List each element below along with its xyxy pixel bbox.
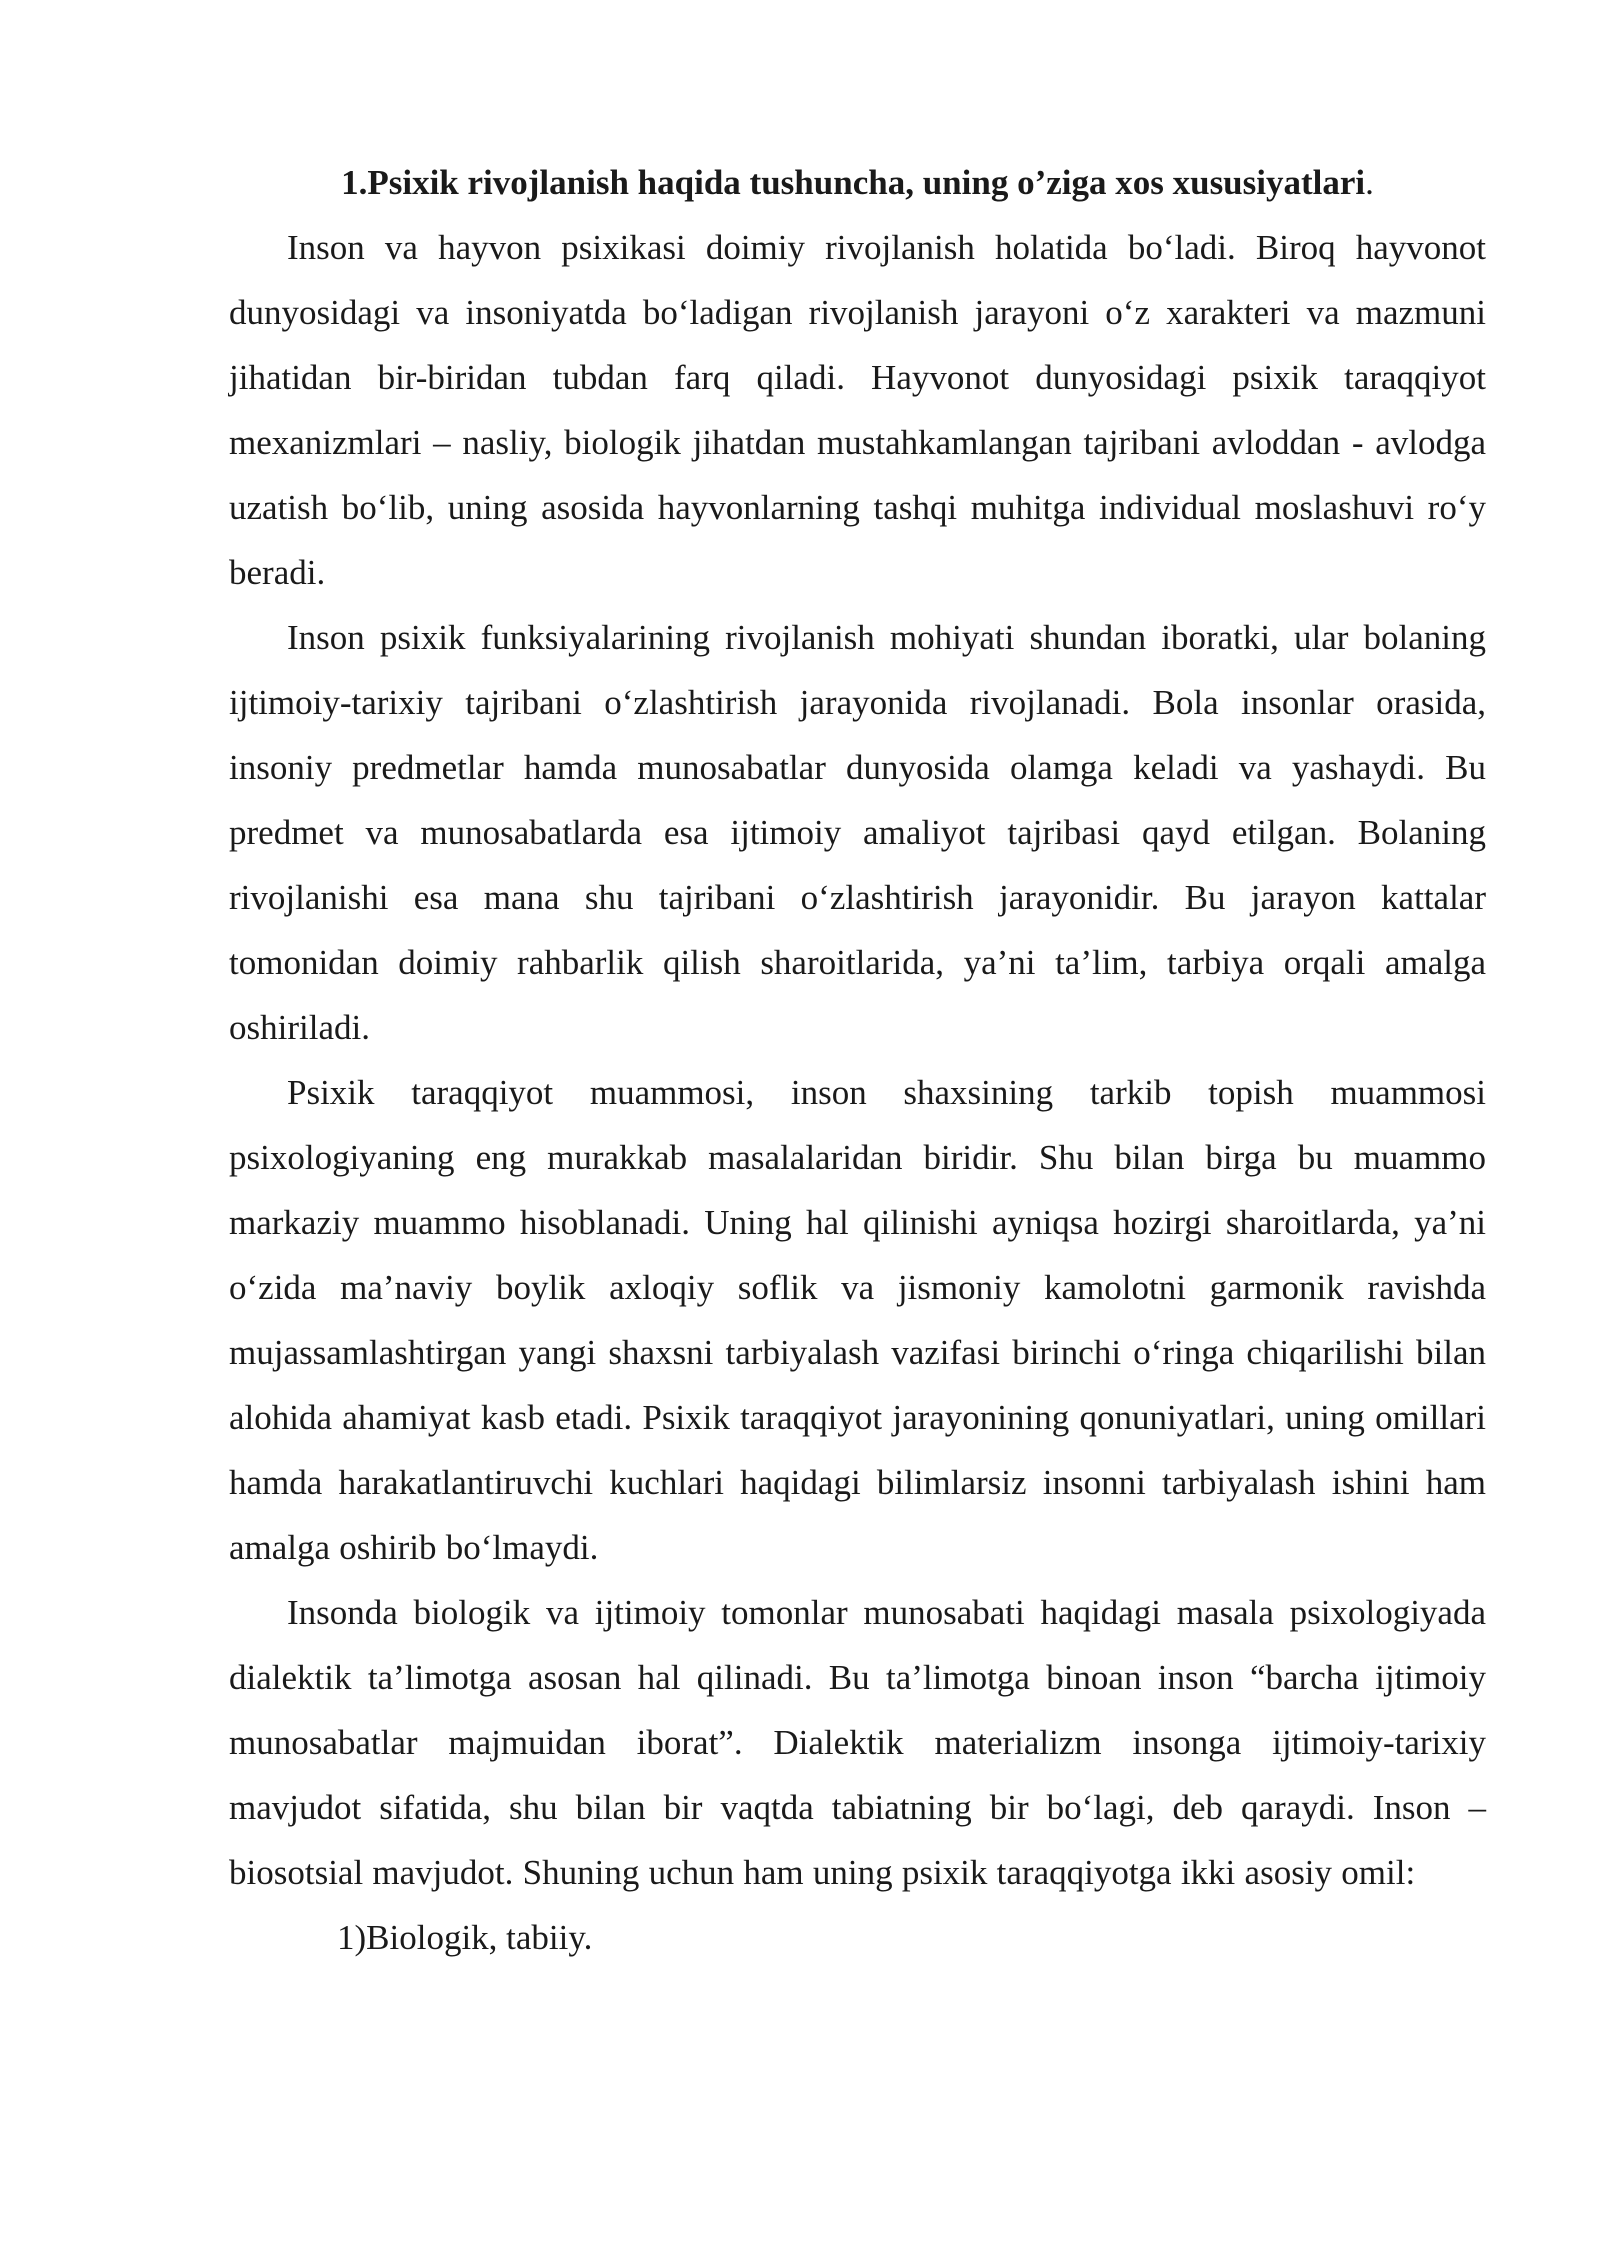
paragraph-4: Insonda biologik va ijtimoiy tomonlar munosabati haqidagi masala psixologiyada dialektik ta’limotga asosan hal qilinadi. Bu ta’limotga binoan inson “barcha ijtimoiy munosabatlar majmuidan iborat”. Dialektik materializm insonga ijtimoiy-tarixiy mavjudot sifatida, shu bilan bir vaqtda tabiatning bir bo‘lagi, deb qaraydi. Inson – biosotsial mavjudot. Shuning uchun ham uning psixik taraqqiyotga ikki asosiy omil: [229,1593,1486,1892]
section-heading-text: 1.Psixik rivojlanish haqida tushuncha, uning o’ziga xos xususiyatlari [341,163,1366,202]
document-body [229,150,1486,1970]
list-item-biological: 1)Biologik, tabiiy. [337,1918,593,1957]
paragraph-3: Psixik taraqqiyot muammosi, inson shaxsining tarkib topish muammosi psixologiyaning eng murakkab masalalaridan biridir. Shu bilan birga bu muammo markaziy muammo hisoblanadi. Uning hal qilinishi ayniqsa hozirgi sharoitlarda, ya’ni o‘zida ma’naviy boylik axloqiy soflik va jismoniy kamolotni garmonik ravishda mujassamlashtirgan yangi shaxsni tarbiyalash vazifasi birinchi o‘ringa chiqarilishi bilan alohida ahamiyat kasb etadi. Psixik taraqqiyot jarayonining qonuniyatlari, uning omillari hamda harakatlantiruvchi kuchlari haqidagi bilimlarsiz insonni tarbiyalash ishini ham amalga oshirib bo‘lmaydi. [229,1073,1486,1567]
section-heading [229,150,1486,215]
paragraph-2: Inson psixik funksiyalarining rivojlanish mohiyati shundan iboratki, ular bolaning ijtimoiy-tarixiy tajribani o‘zlashtirish jarayonida rivojlanadi. Bola insonlar orasida, insoniy predmetlar hamda munosabatlar dunyosida olamga keladi va yashaydi. Bu predmet va munosabatlarda esa ijtimoiy amaliyot tajribasi qayd etilgan. Bolaning rivojlanishi esa mana shu tajribani o‘zlashtirish jarayonidir. Bu jarayon kattalar tomonidan doimiy rahbarlik qilish sharoitlarida, ya’ni ta’lim, tarbiya orqali amalga oshiriladi. [229,618,1486,1047]
paragraph-1: Inson va hayvon psixikasi doimiy rivojlanish holatida bo‘ladi. Biroq hayvonot dunyosidagi va insoniyatda bo‘ladigan rivojlanish jarayoni o‘z xarakteri va mazmuni jihatidan bir-biridan tubdan farq qiladi. Hayvonot dunyosidagi psixik taraqqiyot mexanizmlari – nasliy, biologik jihatdan mustahkamlangan tajribani avloddan - avlodga uzatish bo‘lib, uning asosida hayvonlarning tashqi muhitga individual moslashuvi ro‘y beradi. [229,228,1486,592]
section-heading-period: . [1365,163,1374,202]
